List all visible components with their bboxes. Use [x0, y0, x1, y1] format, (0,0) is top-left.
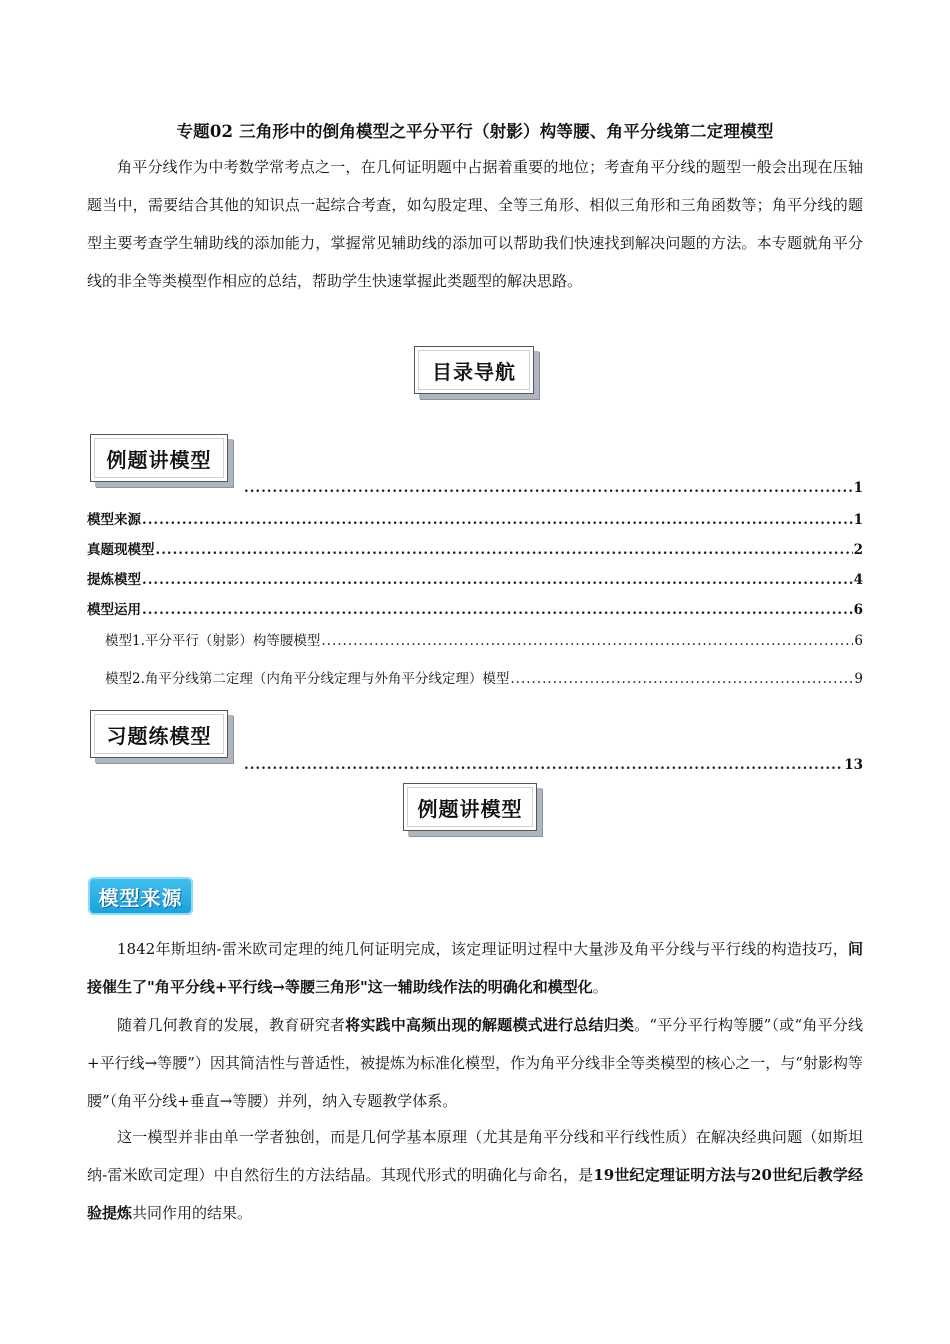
toc-item-label: 模型来源 [87, 512, 141, 528]
paragraph-2-text: 随着几何教育的发展，教育研究者 [117, 1016, 346, 1034]
toc-section2-line[interactable] [243, 757, 863, 773]
toc-item-model-source[interactable] [87, 508, 863, 528]
toc-page: 13 [844, 757, 863, 773]
paragraph-1 [87, 930, 863, 1006]
toc-page: 1 [853, 512, 863, 528]
intro-paragraph: 角平分线作为中考数学常考点之一，在几何证明题中占据着重要的地位；考查角平分线的题型一般会出现在压轴题当中，需要结合其他的知识点一起综合考查，如勾股定理、全等三角形、相似三角形和三角函数等；角平分线的题型主要考查学生辅助线的添加能力，掌握常见辅助线的添加可以帮助我们快速找到解决问题的方法。本专题就角平分线的非全等类模型作相应的总结，帮助学生快速掌握此类题型的解决思路。 [87, 158, 863, 290]
toc-item-model-1[interactable] [105, 629, 863, 649]
paragraph-3-bold: 19世纪定理证明方法与20世纪后教学经验提炼 [87, 1166, 863, 1222]
paragraph-2-bold: 将实践中高频出现的解题模式进行总结归类 [345, 1016, 635, 1034]
toc-item-label: 模型1.平分平行（射影）构等腰模型 [105, 633, 321, 649]
model-source-badge [88, 877, 193, 915]
toc-item-model-use[interactable] [87, 598, 863, 618]
toc-leader [244, 757, 843, 773]
toc-section2-label: 习题练模型 [106, 723, 212, 748]
toc-leader [156, 542, 853, 558]
paragraph-3-text: 这一模型并非由单一学者独创，而是几何学基本原理（尤其是角平分线和平行线性质）在解决经典问题（如斯坦纳-雷米欧司定理）中自然衍生的方法结晶。其现代形式的明确化与命名，是 [87, 1128, 863, 1184]
badge-label: 模型来源 [98, 885, 183, 910]
toc-section1-line[interactable] [243, 480, 863, 496]
toc-page: 2 [853, 542, 863, 558]
paragraph-2-end: 。“平分平行构等腰”（或“角平分线+平行线→等腰”）因其简洁性与普适性，被提炼为标准化模型，作为角平分线非全等类模型的核心之一，与“射影构等腰”（角平分线+垂直→等腰）并列，纳入专题教学体系。 [87, 1016, 863, 1110]
toc-heading-box [414, 346, 534, 394]
toc-item-label: 真题现模型 [87, 542, 155, 558]
toc-leader [321, 633, 853, 649]
toc-page: 4 [853, 572, 863, 588]
paragraph-1-end: 。 [592, 978, 608, 996]
toc-section1-label: 例题讲模型 [106, 447, 212, 472]
toc-section1-box[interactable] [90, 434, 228, 482]
toc-page: 6 [853, 602, 863, 618]
toc-item-refine-model[interactable] [87, 568, 863, 588]
toc-leader [244, 480, 853, 496]
toc-leader [142, 572, 853, 588]
toc-leader [142, 602, 853, 618]
paragraph-3 [87, 1118, 863, 1232]
section-heading: 例题讲模型 [417, 796, 523, 821]
toc-heading: 目录导航 [432, 359, 516, 384]
toc-leader [510, 671, 853, 687]
section-heading-box [403, 783, 537, 831]
toc-item-model-2[interactable] [105, 667, 863, 687]
toc-page: 9 [854, 671, 863, 687]
paragraph-2 [87, 1006, 863, 1120]
toc-item-label: 模型2.角平分线第二定理（内角平分线定理与外角平分线定理）模型 [105, 671, 510, 687]
toc-leader [142, 512, 853, 528]
toc-page: 6 [854, 633, 863, 649]
document-title: 专题02 三角形中的倒角模型之平分平行（射影）构等腰、角平分线第二定理模型 [176, 122, 774, 141]
toc-item-label: 提炼模型 [87, 572, 141, 588]
paragraph-3-end: 共同作用的结果。 [132, 1204, 253, 1222]
toc-item-real-questions[interactable] [87, 538, 863, 558]
toc-item-label: 模型运用 [87, 602, 141, 618]
paragraph-1-bold: 间接催生了"角平分线+平行线→等腰三角形"这一辅助线作法的明确化和模型化 [87, 940, 863, 996]
toc-section2-box[interactable] [90, 710, 228, 758]
toc-page: 1 [853, 480, 863, 496]
paragraph-1-text: 1842年斯坦纳-雷米欧司定理的纯几何证明完成，该定理证明过程中大量涉及角平分线与平行线的构造技巧， [117, 940, 848, 958]
